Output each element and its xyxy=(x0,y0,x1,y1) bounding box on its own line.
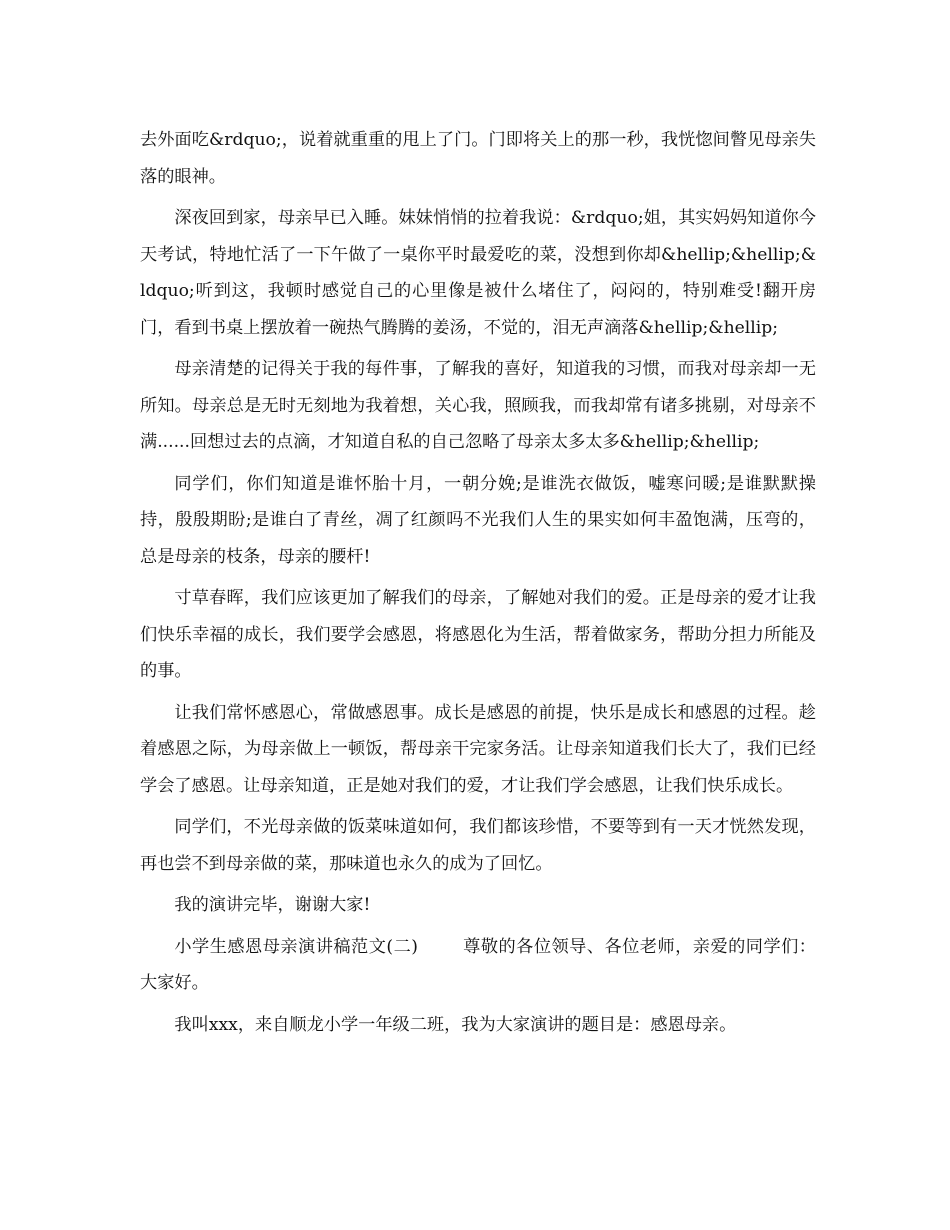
document-body xyxy=(140,122,816,1048)
section-heading-paragraph xyxy=(140,929,816,1002)
paragraph-4: 同学们，你们知道是谁怀胎十月，一朝分娩;是谁洗衣做饭，嘘寒问暖;是谁默默操持，殷殷期盼;是谁白了青丝，凋了红颜吗不光我们人生的果实如何丰盈饱满，压弯的，总是母亲的枝条，母亲的腰杆! xyxy=(140,473,816,567)
paragraph-last: 我叫xxx，来自顺龙小学一年级二班，我为大家演讲的题目是：感恩母亲。 xyxy=(174,1014,737,1035)
paragraph-5: 寸草春晖，我们应该更加了解我们的母亲，了解她对我们的爱。正是母亲的爱才让我们快乐幸福的成长，我们要学会感恩，将感恩化为生活，帮着做家务，帮助分担力所能及的事。 xyxy=(140,588,816,681)
paragraph-3: 母亲清楚的记得关于我的每件事，了解我的喜好，知道我的习惯，而我对母亲却一无所知。母亲总是无时无刻地为我着想，关心我，照顾我，而我却常有诸多挑剔，对母亲不满......回想过去的点滴，才知道自私的自己忽略了母亲太多太多&hellip;&hellip; xyxy=(140,359,816,452)
section-title: 小学生感恩母亲演讲稿范文(二) xyxy=(174,936,418,957)
paragraph-6: 让我们常怀感恩心，常做感恩事。成长是感恩的前提，快乐是成长和感恩的过程。趁着感恩之际，为母亲做上一顿饭，帮母亲干完家务活。让母亲知道我们长大了，我们已经学会了感恩。让母亲知道，正是她对我们的爱，才让我们学会感恩，让我们快乐成长。 xyxy=(140,702,816,796)
paragraph-1: 去外面吃&rdquo;，说着就重重的甩上了门。门即将关上的那一秒，我恍惚间瞥见母亲失落的眼神。 xyxy=(140,130,816,187)
paragraph-7: 同学们，不光母亲做的饭菜味道如何，我们都该珍惜，不要等到有一天才恍然发现，再也尝不到母亲做的菜，那味道也永久的成为了回忆。 xyxy=(140,817,816,874)
paragraph-2: 深夜回到家，母亲早已入睡。妹妹悄悄的拉着我说：&rdquo;姐，其实妈妈知道你今天考试，特地忙活了一下午做了一桌你平时最爱吃的菜，没想到你却&hellip;&hellip;&ldquo;听到这，我顿时感觉自己的心里像是被什么堵住了，闷闷的，特别难受!翻开房门，看到书桌上摆放着一碗热气腾腾的姜汤，不觉的，泪无声滴落&hellip;&hellip; xyxy=(140,208,816,338)
paragraph-8: 我的演讲完毕，谢谢大家! xyxy=(174,895,371,915)
section-greeting: 尊敬的各位领导、各位老师，亲爱的同学们：大家好。 xyxy=(140,936,816,993)
